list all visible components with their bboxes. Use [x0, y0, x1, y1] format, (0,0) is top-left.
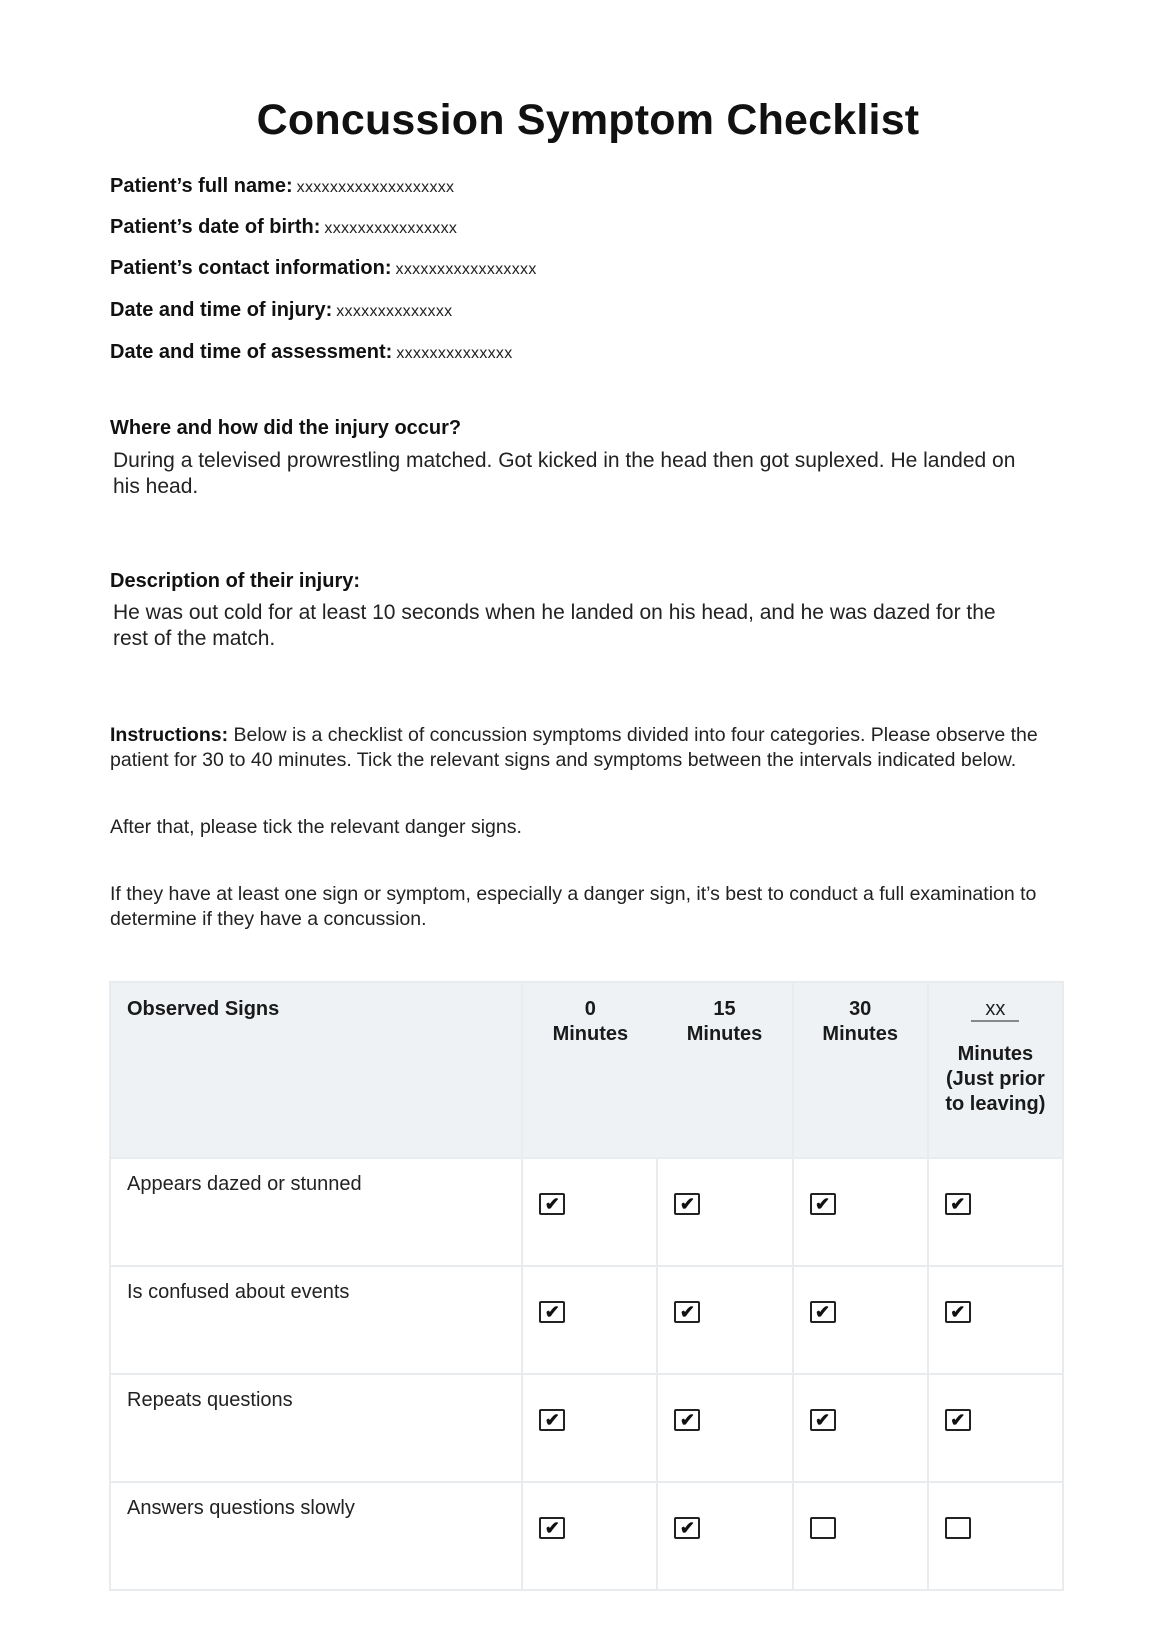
field-label: Date and time of injury:: [110, 299, 333, 321]
field-value[interactable]: xxxxxxxxxxxxxx: [396, 345, 513, 362]
field-label: Date and time of assessment:: [110, 341, 393, 363]
checkbox-checked[interactable]: ✔: [945, 1301, 971, 1323]
injury-occurrence-answer[interactable]: During a televised prowrestling matched. Got kicked in the head then got suplexed. He landed on his head.: [113, 449, 1016, 498]
checkbox-unchecked[interactable]: [810, 1517, 836, 1539]
patient-contact-field: [110, 256, 537, 282]
table-row: [110, 1158, 1063, 1266]
field-label: Patient’s date of birth:: [110, 216, 321, 238]
sign-label: Repeats questions: [110, 1374, 522, 1482]
checkbox-checked[interactable]: ✔: [674, 1301, 700, 1323]
checkbox-checked[interactable]: ✔: [674, 1193, 700, 1215]
sign-label: Answers questions slowly: [110, 1482, 522, 1590]
sign-label: Appears dazed or stunned: [110, 1158, 522, 1266]
table-header-row: [110, 982, 1063, 1158]
header-number: 15: [713, 998, 736, 1020]
assessment-datetime-field: [110, 340, 513, 366]
header-number: 30: [849, 998, 872, 1020]
instructions-paragraph: [110, 723, 1040, 773]
table-row: [110, 1374, 1063, 1482]
injury-description-heading: Description of their injury:: [110, 570, 361, 592]
patient-full-name-field: [110, 174, 454, 200]
checkbox-checked[interactable]: ✔: [539, 1517, 565, 1539]
field-label: Patient’s full name:: [110, 175, 293, 197]
table-row: [110, 1266, 1063, 1374]
checkbox-checked[interactable]: ✔: [539, 1193, 565, 1215]
header-number: 0: [584, 998, 596, 1020]
checkbox-checked[interactable]: ✔: [945, 1193, 971, 1215]
instructions-label: Instructions:: [110, 724, 229, 746]
danger-signs-instruction: After that, please tick the relevant danger signs.: [110, 816, 522, 838]
header-minutes-blank[interactable]: xx: [971, 998, 1019, 1022]
header-15-minutes: [657, 982, 792, 1158]
sign-label: Is confused about events: [110, 1266, 522, 1374]
checkbox-checked[interactable]: ✔: [539, 1409, 565, 1431]
injury-datetime-field: [110, 298, 452, 324]
field-label: Patient’s contact information:: [110, 257, 392, 279]
header-unit: Minutes: [822, 1023, 898, 1045]
checkbox-unchecked[interactable]: [945, 1517, 971, 1539]
header-final-minutes: [928, 982, 1063, 1158]
page-title: Concussion Symptom Checklist: [256, 96, 920, 144]
header-unit: Minutes: [552, 1023, 629, 1045]
checkbox-checked[interactable]: ✔: [539, 1301, 565, 1323]
field-value[interactable]: xxxxxxxxxxxxxxxxx: [395, 261, 537, 278]
field-value[interactable]: xxxxxxxxxxxxxx: [336, 303, 453, 320]
checkbox-checked[interactable]: ✔: [945, 1409, 971, 1431]
header-30-minutes: [793, 982, 928, 1158]
patient-dob-field: [110, 215, 457, 241]
checkbox-checked[interactable]: ✔: [674, 1409, 700, 1431]
observed-signs-table: [109, 981, 1064, 1591]
checkbox-checked[interactable]: ✔: [810, 1409, 836, 1431]
header-unit: Minutes: [686, 1023, 763, 1045]
field-value[interactable]: xxxxxxxxxxxxxxxxxxx: [296, 179, 455, 196]
injury-description-answer[interactable]: He was out cold for at least 10 seconds when he landed on his head, and he was dazed for the rest of the match.: [113, 601, 996, 650]
table-row: [110, 1482, 1063, 1590]
field-value[interactable]: xxxxxxxxxxxxxxxx: [324, 220, 458, 237]
header-unit: Minutes (Just prior to leaving): [945, 1043, 1046, 1115]
instructions-text: Below is a checklist of concussion symptoms divided into four categories. Please observe the patient for 30 to 40 minutes. Tick the relevant signs and symptoms between the intervals indicated below.: [110, 724, 1038, 771]
examination-note: If they have at least one sign or symptom, especially a danger sign, it’s best to conduct a full examination to determine if they have a concussion.: [110, 883, 1037, 930]
injury-occurrence-heading: Where and how did the injury occur?: [110, 417, 462, 439]
header-observed-signs: Observed Signs: [110, 982, 522, 1158]
checkbox-checked[interactable]: ✔: [810, 1193, 836, 1215]
header-0-minutes: [522, 982, 657, 1158]
checkbox-checked[interactable]: ✔: [674, 1517, 700, 1539]
checkbox-checked[interactable]: ✔: [810, 1301, 836, 1323]
